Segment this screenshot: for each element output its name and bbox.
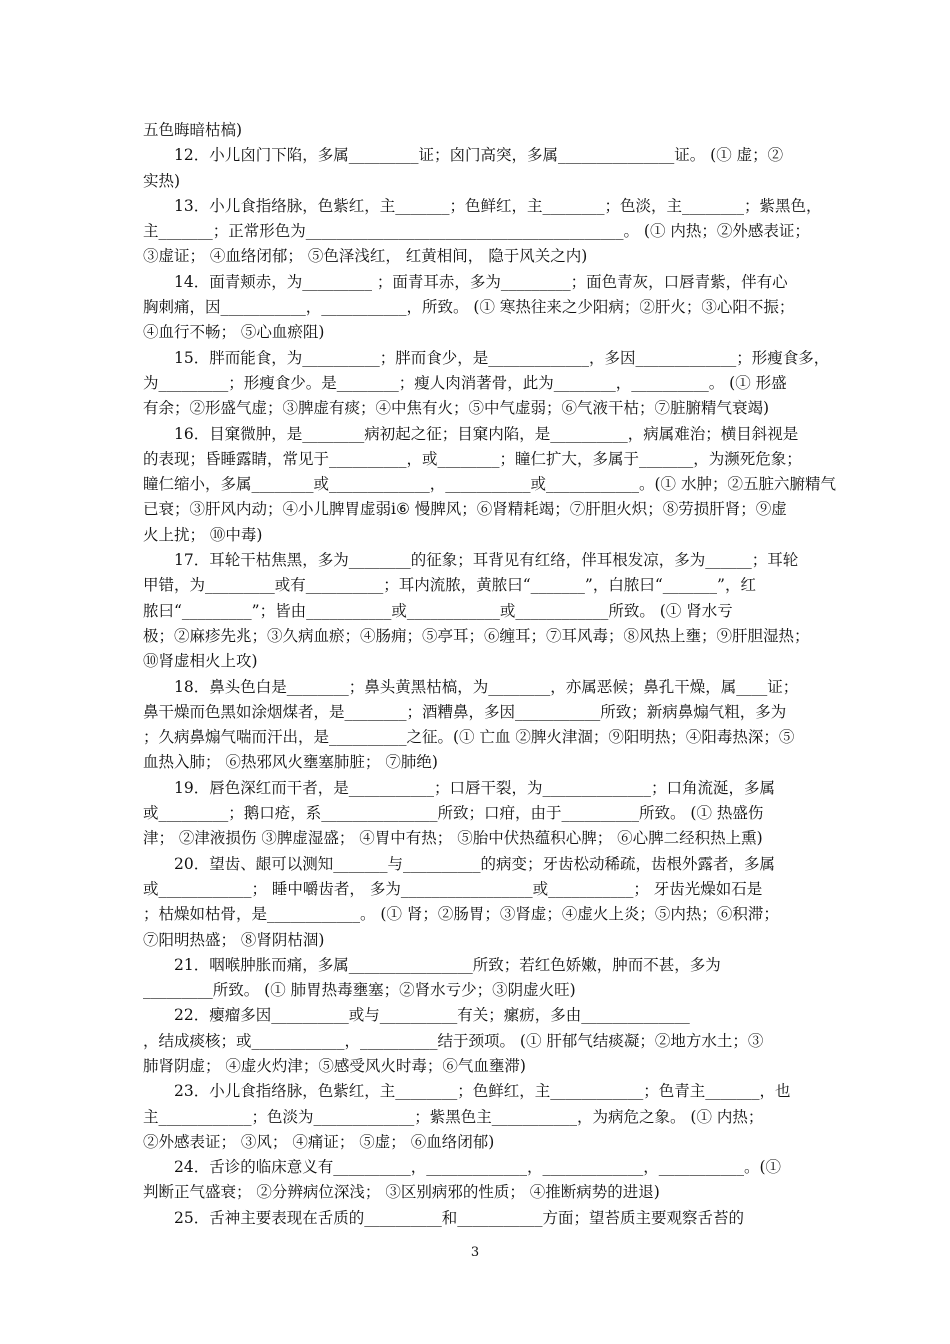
text-line: 19．唇色深红而干者，是___________；口唇干裂，为______________；口角流涎，多属 [174, 778, 775, 797]
text-line: 25．舌神主要表现在舌质的__________和___________方面；望苔质主要观察舌苔的 [174, 1208, 744, 1227]
text-line: ；枯燥如枯骨，是____________。 (① 肾；②肠胃；③肾虚；④虚火上炎；⑤内热；⑥积滞； [143, 905, 779, 924]
text-line: 瞳仁缩小，多属________或_____________，___________或____________。(① 水肿；②五脏六腑精气 [143, 475, 836, 494]
text-line: 或____________； 睡中嚼齿者， 多为_________________或___________； 牙齿光燥如石是 [143, 879, 763, 898]
text-line: 或_________；鹅口疮，系_______________所致；口疳，由于__________所致。 (① 热盛伤 [143, 804, 764, 823]
text-line: 12．小儿囟门下陷，多属_________证；囟门高突，多属_______________证。 (① 虚；② [174, 146, 784, 165]
text-line: 火上扰； ⑩中毒) [143, 525, 263, 544]
text-line: 鼻干燥而色黑如涂烟煤者，是________；酒糟鼻，多因___________所致；新病鼻煽气粗，多为 [143, 702, 787, 721]
text-line: 主____________；色淡为_____________；紫黑色主___________，为病危之象。 (① 内热； [143, 1107, 764, 1126]
text-line: ④血行不畅； ⑤心血瘀阻) [143, 323, 325, 342]
text-line: 的表现；昏睡露睛，常见于__________，或________；瞳仁扩大，多属于_______，为濒死危象； [143, 449, 802, 468]
text-line: 甲错，为_________或有__________；耳内流脓，黄脓曰“_______”，白脓曰“_______”，红 [143, 576, 756, 595]
text-line: 20．望齿、龈可以测知_______与__________的病变；牙齿松动稀疏，齿根外露者，多属 [174, 854, 775, 873]
text-line: 已衰；③肝风内动；④小儿脾胃虚弱ⅰ⑥ 慢脾风；⑥肾精耗竭；⑦肝胆火炽；⑧劳损肝肾；⑨虚 [143, 500, 787, 519]
text-line: 22．瘿瘤多因__________或与__________有关；瘰疬，多由______________ [174, 1006, 690, 1025]
text-line: 13．小儿食指络脉，色紫红，主_______；色鲜红，主________；色淡，主________；紫黑色， [174, 196, 822, 215]
body-text [143, 118, 836, 1231]
text-line: 主_______；正常形色为_________________________________________。 (① 内热；②外感表证； [143, 222, 810, 241]
text-line: 为_________；形瘦食少。是________；瘦人肉消著骨，此为________，__________。 (① 形盛 [143, 373, 787, 392]
text-line: 17．耳轮干枯焦黑，多为________的征象；耳背见有红络，伴耳根发凉，多为______；耳轮 [174, 551, 799, 570]
text-line: 有余；②形盛气虚；③脾虚有痰；④中焦有火；⑤中气虚弱；⑥气液干枯；⑦脏腑精气衰竭) [143, 399, 770, 418]
text-line: 血热入肺； ⑥热邪风火壅塞肺脏； ⑦肺绝) [143, 753, 438, 772]
text-line: 23．小儿食指络脉，色紫红，主________；色鲜红，主____________；色青主_______，也 [174, 1082, 791, 1101]
text-line: _________所致。 (① 肺胃热毒壅塞；②肾水亏少；③阴虚火旺) [143, 981, 576, 1000]
text-line: ⑦阳明热盛； ⑧肾阴枯涸) [143, 930, 325, 949]
text-line: 15．胖而能食，为__________；胖而食少，是_____________，多因_____________；形瘦食多， [174, 348, 830, 367]
text-line: 14．面青颊赤，为_________ ；面青耳赤，多为_________；面色青灰，口唇青紫，伴有心 [174, 272, 788, 291]
text-line: 极；②麻疹先兆；③久病血瘀；④肠痈；⑤亭耳；⑥缠耳；⑦耳风毒；⑧风热上壅；⑨肝胆湿热； [143, 626, 810, 645]
text-line: 实热) [143, 171, 181, 190]
text-line: 16．目窠微肿，是________病初起之征；目窠内陷，是__________，病属难治；横目斜视是 [174, 424, 799, 443]
text-line: ，结成痰核；或____________，__________结于颈项。 (① 肝郁气结痰凝；②地方水土；③ [143, 1031, 764, 1050]
text-line: 津； ②津液损伤 ③脾虚湿盛； ④胃中有热； ⑤胎中伏热蕴积心脾； ⑥心脾二经积热上熏) [143, 829, 763, 848]
text-line: ；久病鼻煽气喘而汗出，是__________之征。(① 亡血 ②脾火津涸；⑨阳明热；④阳毒热深；⑤ [143, 728, 795, 747]
text-line: 脓曰“_________”；皆由___________或____________或____________所致。 (① 肾水亏 [143, 601, 733, 620]
text-line: ②外感表证； ③风； ④痛证； ⑤虚； ⑥血络闭郁) [143, 1132, 495, 1151]
text-line: 判断正气盛衰； ②分辨病位深浅； ③区别病邪的性质； ④推断病势的进退) [143, 1183, 660, 1202]
text-line: 24．舌诊的临床意义有__________，_____________，_____________，___________。(① [174, 1158, 782, 1177]
text-line: 胸刺痛，因___________，___________，所致。 (① 寒热往来之少阳病；②肝火；③心阳不振； [143, 298, 795, 317]
page-number: 3 [470, 1245, 480, 1260]
text-line: ⑩肾虚相火上攻) [143, 652, 258, 671]
text-line: 21．咽喉肿胀而痛，多属________________所致；若红色娇嫩，肿而不甚，多为 [174, 955, 721, 974]
text-line: 五色晦暗枯槁) [143, 121, 243, 139]
text-line: ③虚证； ④血络闭郁； ⑤色泽浅红， 红黄相间， 隐于风关之内) [143, 247, 588, 266]
text-line: 肺肾阴虚； ④虚火灼津；⑤感受风火时毒；⑥气血壅滞) [143, 1056, 526, 1075]
text-line: 18．鼻头色白是________；鼻头黄黑枯槁，为________，亦属恶候；鼻孔干燥，属____证； [174, 677, 799, 696]
